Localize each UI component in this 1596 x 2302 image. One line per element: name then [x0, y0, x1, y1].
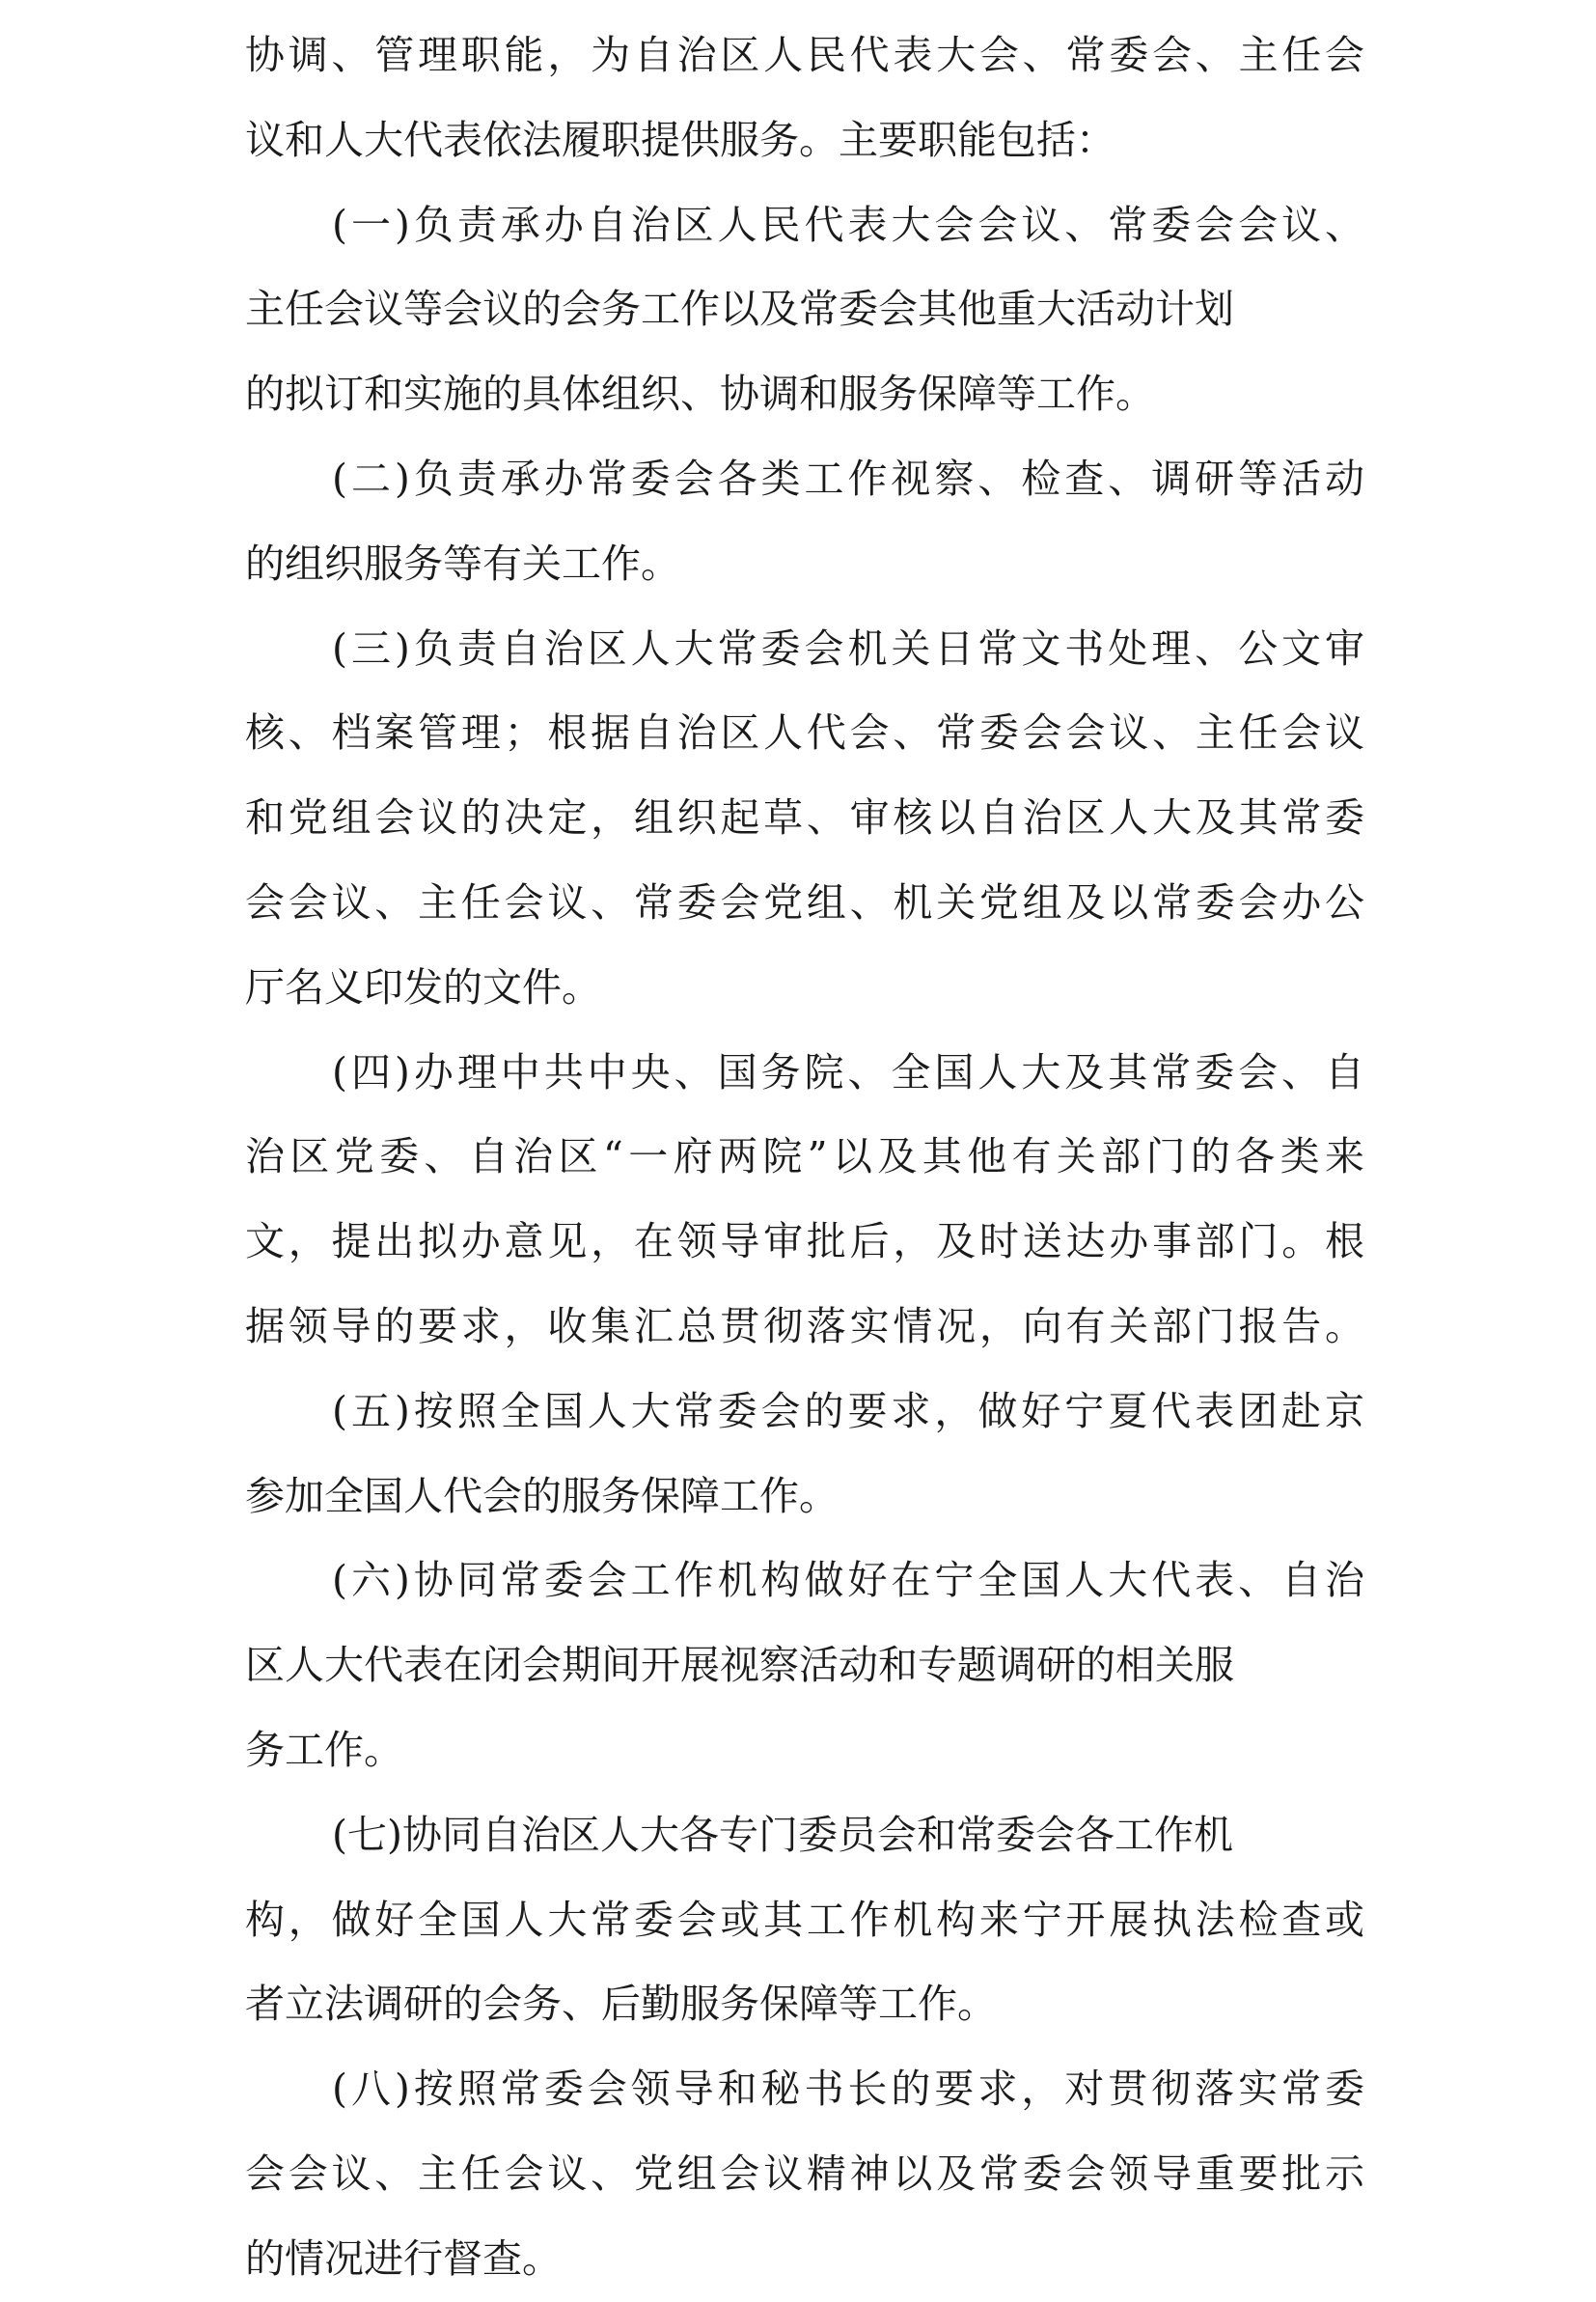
- text-line: 协调、管理职能，为自治区人民代表大会、常委会、主任会: [245, 32, 1364, 78]
- text-line: 文，提出拟办意见，在领导审批后，及时送达办事部门。根: [245, 1218, 1364, 1265]
- text-line: (三)负责自治区人大常委会机关日常文书处理、公文审: [332, 624, 1364, 672]
- text-line: (四)办理中共中央、国务院、全国人大及其常委会、自: [332, 1048, 1364, 1096]
- text-line: 的拟订和实施的具体组织、协调和服务保障等工作。: [245, 371, 1155, 418]
- text-line: 会会议、主任会议、常委会党组、机关党组及以常委会办公: [245, 878, 1364, 926]
- text-line: 区人大代表在闭会期间开展视察活动和专题调研的相关服: [245, 1642, 1234, 1689]
- text-line: 会会议、主任会议、党组会议精神以及常委会领导重要批示: [245, 2149, 1364, 2197]
- text-line: (八)按照常委会领导和秘书长的要求，对贯彻落实常委: [332, 2066, 1364, 2113]
- text-line: 的情况进行督查。: [245, 2234, 562, 2282]
- text-line: 治区党委、自治区“一府两院”以及其他有关部门的各类来: [245, 1133, 1364, 1180]
- text-line: (七)协同自治区人大各专门委员会和常委会各工作机: [332, 1811, 1233, 1858]
- text-line: (五)按照全国人大常委会的要求，做好宁夏代表团赴京: [332, 1387, 1364, 1434]
- text-line: 者立法调研的会务、后勤服务保障等工作。: [245, 1981, 997, 2028]
- text-line: 据领导的要求，收集汇总贯彻落实情况，向有关部门报告。: [245, 1302, 1364, 1349]
- text-line: (六)协同常委会工作机构做好在宁全国人大代表、自治: [332, 1557, 1364, 1604]
- document-body: [245, 14, 1364, 2302]
- text-line: 务工作。: [245, 1726, 403, 1773]
- text-line: 议和人大代表依法履职提供服务。主要职能包括：: [245, 116, 1115, 163]
- text-line: (一)负责承办自治区人民代表大会会议、常委会会议、: [332, 201, 1364, 248]
- text-line: 核、档案管理；根据自治区人代会、常委会会议、主任会议: [245, 709, 1364, 757]
- text-line: 和党组会议的决定，组织起草、审核以自治区人大及其常委: [245, 794, 1364, 842]
- text-line: 的组织服务等有关工作。: [245, 540, 680, 587]
- text-line: 参加全国人代会的服务保障工作。: [245, 1472, 839, 1519]
- text-line: 厅名义印发的文件。: [245, 963, 601, 1011]
- text-line: 主任会议等会议的会务工作以及常委会其他重大活动计划: [245, 286, 1234, 333]
- text-line: (二)负责承办常委会各类工作视察、检查、调研等活动: [332, 455, 1364, 502]
- text-line: 构，做好全国人大常委会或其工作机构来宁开展执法检查或: [245, 1896, 1364, 1943]
